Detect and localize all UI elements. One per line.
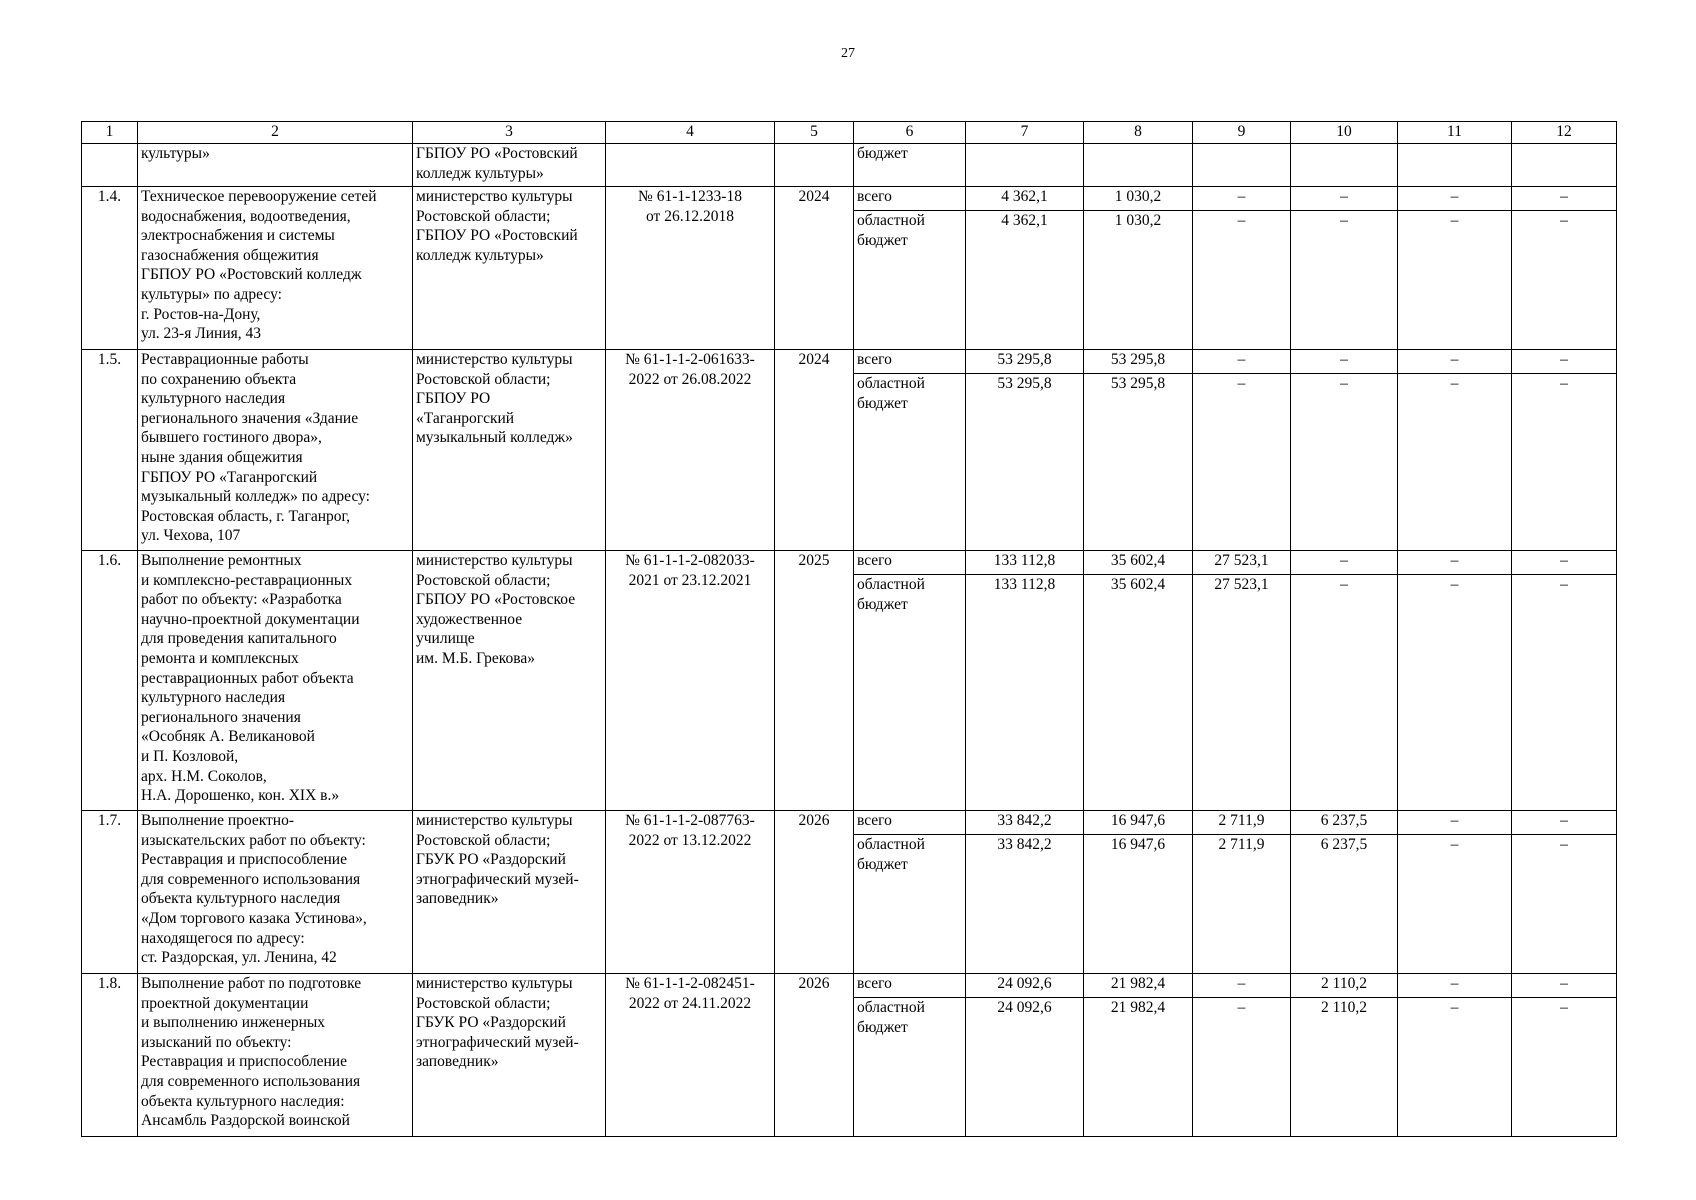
- value-cell: –: [1512, 350, 1617, 374]
- responsible-org: ГБПОУ РО «Ростовский колледж культуры»: [413, 144, 606, 187]
- value-cell: 53 295,8: [966, 350, 1084, 374]
- value-cell: –: [1291, 374, 1398, 551]
- value-cell: –: [1512, 835, 1617, 974]
- column-header: 12: [1512, 122, 1617, 144]
- doc-number: № 61-1-1-2-061633- 2022 от 26.08.2022: [606, 350, 775, 551]
- value-cell: –: [1398, 835, 1512, 974]
- value-cell: 2 711,9: [1193, 835, 1291, 974]
- value-cell: 16 947,6: [1084, 835, 1193, 974]
- column-header: 10: [1291, 122, 1398, 144]
- value-cell: 2 110,2: [1291, 974, 1398, 998]
- funding-source: областной бюджет: [854, 374, 966, 551]
- value-cell: 24 092,6: [966, 974, 1084, 998]
- value-cell: –: [1398, 374, 1512, 551]
- value-cell: –: [1398, 350, 1512, 374]
- row-number: 1.6.: [82, 551, 138, 811]
- value-cell: –: [1398, 211, 1512, 350]
- funding-source: всего: [854, 551, 966, 575]
- year: 2026: [775, 811, 854, 974]
- year: 2024: [775, 350, 854, 551]
- value-cell: 16 947,6: [1084, 811, 1193, 835]
- value-cell: [1512, 144, 1617, 187]
- value-cell: –: [1193, 998, 1291, 1137]
- value-cell: –: [1398, 187, 1512, 211]
- value-cell: –: [1512, 211, 1617, 350]
- funding-source: всего: [854, 811, 966, 835]
- value-cell: 33 842,2: [966, 811, 1084, 835]
- value-cell: [1193, 144, 1291, 187]
- value-cell: 21 982,4: [1084, 998, 1193, 1137]
- value-cell: –: [1512, 187, 1617, 211]
- value-cell: [966, 144, 1084, 187]
- value-cell: –: [1512, 998, 1617, 1137]
- year: 2026: [775, 974, 854, 1137]
- object-name: культуры»: [138, 144, 413, 187]
- table-row: [82, 187, 1617, 211]
- value-cell: 1 030,2: [1084, 211, 1193, 350]
- value-cell: 24 092,6: [966, 998, 1084, 1137]
- row-number: 1.5.: [82, 350, 138, 551]
- funding-source: всего: [854, 974, 966, 998]
- doc-number: № 61-1-1-2-082451- 2022 от 24.11.2022: [606, 974, 775, 1137]
- year: 2024: [775, 187, 854, 350]
- column-header: 9: [1193, 122, 1291, 144]
- value-cell: –: [1398, 998, 1512, 1137]
- value-cell: 1 030,2: [1084, 187, 1193, 211]
- value-cell: –: [1193, 974, 1291, 998]
- value-cell: 35 602,4: [1084, 551, 1193, 575]
- value-cell: 27 523,1: [1193, 575, 1291, 811]
- year: [775, 144, 854, 187]
- value-cell: 53 295,8: [1084, 374, 1193, 551]
- value-cell: 2 110,2: [1291, 998, 1398, 1137]
- column-header: 1: [82, 122, 138, 144]
- value-cell: –: [1291, 187, 1398, 211]
- column-header: 4: [606, 122, 775, 144]
- value-cell: –: [1512, 374, 1617, 551]
- funding-source: областной бюджет: [854, 211, 966, 350]
- row-number: 1.7.: [82, 811, 138, 974]
- table-row: [82, 350, 1617, 374]
- funding-source: областной бюджет: [854, 835, 966, 974]
- column-header: 2: [138, 122, 413, 144]
- object-name: Выполнение ремонтных и комплексно-реставрационных работ по объекту: «Разработка научно-проектной документации для проведения капитального ремонта и комплексных реставрационных работ объекта культурного наследия регионального значения «Особняк А. Великановой и П. Козловой, арх. Н.М. Соколов, Н.А. Дорошенко, кон. XIX в.»: [138, 551, 413, 811]
- doc-number: [606, 144, 775, 187]
- column-header: 11: [1398, 122, 1512, 144]
- object-name: Выполнение работ по подготовке проектной документации и выполнению инженерных изысканий по объекту: Реставрация и приспособление для современного использования объекта культурного наследия: Ансамбль Раздорской воинской: [138, 974, 413, 1137]
- object-name: Реставрационные работы по сохранению объекта культурного наследия регионального значения «Здание бывшего гостиного двора», ныне здания общежития ГБПОУ РО «Таганрогский музыкальный колледж» по адресу: Ростовская область, г. Таганрог, ул. Чехова, 107: [138, 350, 413, 551]
- column-header: 5: [775, 122, 854, 144]
- value-cell: 27 523,1: [1193, 551, 1291, 575]
- table-row: [82, 974, 1617, 998]
- value-cell: [1084, 144, 1193, 187]
- value-cell: 21 982,4: [1084, 974, 1193, 998]
- value-cell: 6 237,5: [1291, 835, 1398, 974]
- responsible-org: министерство культуры Ростовской области; ГБУК РО «Раздорский этнографический музей- заповедник»: [413, 974, 606, 1137]
- year: 2025: [775, 551, 854, 811]
- value-cell: –: [1193, 350, 1291, 374]
- value-cell: –: [1398, 551, 1512, 575]
- responsible-org: министерство культуры Ростовской области; ГБУК РО «Раздорский этнографический музей- заповедник»: [413, 811, 606, 974]
- row-number: 1.8.: [82, 974, 138, 1137]
- column-header: 6: [854, 122, 966, 144]
- responsible-org: министерство культуры Ростовской области; ГБПОУ РО «Ростовский колледж культуры»: [413, 187, 606, 350]
- doc-number: № 61-1-1-2-082033- 2021 от 23.12.2021: [606, 551, 775, 811]
- page-number: 27: [841, 46, 855, 61]
- value-cell: 33 842,2: [966, 835, 1084, 974]
- row-number: [82, 144, 138, 187]
- table-row-continuation: [82, 144, 1617, 187]
- value-cell: –: [1512, 811, 1617, 835]
- value-cell: –: [1193, 187, 1291, 211]
- value-cell: –: [1291, 211, 1398, 350]
- funding-source: областной бюджет: [854, 575, 966, 811]
- value-cell: [1291, 144, 1398, 187]
- object-name: Техническое перевооружение сетей водоснабжения, водоотведения, электроснабжения и системы газоснабжения общежития ГБПОУ РО «Ростовский колледж культуры» по адресу: г. Ростов-на-Дону, ул. 23-я Линия, 43: [138, 187, 413, 350]
- funding-source: всего: [854, 350, 966, 374]
- column-header: 7: [966, 122, 1084, 144]
- value-cell: 2 711,9: [1193, 811, 1291, 835]
- table-row: [82, 811, 1617, 835]
- value-cell: 133 112,8: [966, 575, 1084, 811]
- value-cell: –: [1193, 374, 1291, 551]
- value-cell: 53 295,8: [966, 374, 1084, 551]
- value-cell: 6 237,5: [1291, 811, 1398, 835]
- value-cell: 4 362,1: [966, 187, 1084, 211]
- value-cell: –: [1512, 575, 1617, 811]
- funding-source: бюджет: [854, 144, 966, 187]
- value-cell: 4 362,1: [966, 211, 1084, 350]
- value-cell: [1398, 144, 1512, 187]
- responsible-org: министерство культуры Ростовской области; ГБПОУ РО «Ростовское художественное училище им. М.Б. Грекова»: [413, 551, 606, 811]
- budget-table: [81, 121, 1617, 1137]
- value-cell: –: [1398, 811, 1512, 835]
- value-cell: –: [1512, 974, 1617, 998]
- value-cell: –: [1291, 350, 1398, 374]
- value-cell: 53 295,8: [1084, 350, 1193, 374]
- column-header: 3: [413, 122, 606, 144]
- value-cell: –: [1398, 974, 1512, 998]
- funding-source: областной бюджет: [854, 998, 966, 1137]
- value-cell: –: [1512, 551, 1617, 575]
- row-number: 1.4.: [82, 187, 138, 350]
- value-cell: 133 112,8: [966, 551, 1084, 575]
- column-header: 8: [1084, 122, 1193, 144]
- value-cell: –: [1193, 211, 1291, 350]
- funding-source: всего: [854, 187, 966, 211]
- table-row: [82, 551, 1617, 575]
- value-cell: –: [1398, 575, 1512, 811]
- responsible-org: министерство культуры Ростовской области; ГБПОУ РО «Таганрогский музыкальный колледж»: [413, 350, 606, 551]
- doc-number: № 61-1-1-2-087763- 2022 от 13.12.2022: [606, 811, 775, 974]
- value-cell: –: [1291, 551, 1398, 575]
- value-cell: –: [1291, 575, 1398, 811]
- object-name: Выполнение проектно- изыскательских работ по объекту: Реставрация и приспособление для современного использования объекта культурного наследия «Дом торгового казака Устинова», находящегося по адресу: ст. Раздорская, ул. Ленина, 42: [138, 811, 413, 974]
- doc-number: № 61-1-1233-18 от 26.12.2018: [606, 187, 775, 350]
- column-number-header: [82, 122, 1617, 144]
- value-cell: 35 602,4: [1084, 575, 1193, 811]
